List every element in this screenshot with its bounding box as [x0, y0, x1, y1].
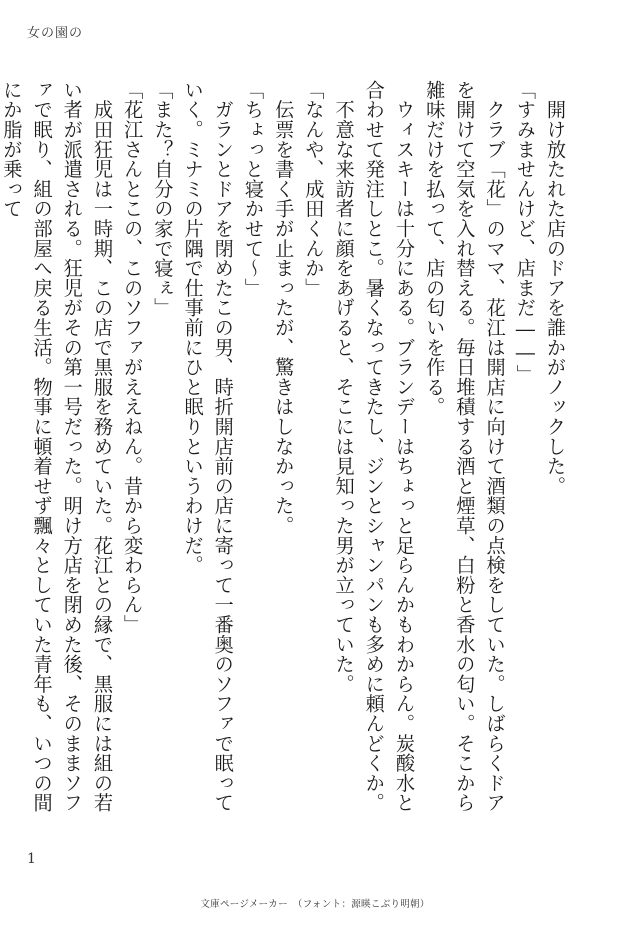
paragraph: クラブ「花」のママ、花江は開店に向けて酒類の点検をしていた。しばらくドアを開けて空気を入れ替える。毎日堆積する酒と煙草、白粉と香水の匂い。そこから雑味だけを払って、店の匂いを作る。 — [423, 80, 507, 813]
paragraph: 不意な来訪者に顔をあげると、そこには見知った男が立っていた。 — [332, 80, 356, 694]
paragraph: ガランとドアを閉めたこの男、時折開店前の店に寄って一番奥のソファで眠っていく。ミナミの片隅で仕事前にひと眠りというわけだ。 — [181, 80, 235, 813]
paragraph: 「なんや、成田くんか」 — [302, 80, 326, 298]
page-number: 1 — [27, 851, 36, 867]
paragraph: 「すみませんけど、店まだ――」 — [513, 80, 537, 385]
paragraph: 「ちょっと寝かせて〜」 — [241, 80, 265, 298]
paragraph: 伝票を書く手が止まったが、驚きはしなかった。 — [272, 80, 296, 536]
paragraph: 「花江さんとこの、このソファがええねん。昔から変わらん」 — [121, 80, 145, 635]
paragraph: 成田狂児は一時期、この店で黒服を務めていた。花江との縁で、黒服には組の若い者が派遣される。狂児がその第一号だった。明け方店を閉めた後、そのままソファで眠り、組の部屋へ戻る生活。物事に頓着せず飄々としていた青年も、いつの間にか脂が乗って — [0, 80, 114, 813]
paragraph: 「また？自分の家で寝ぇ」 — [151, 80, 175, 318]
paragraph: ウィスキーは十分にある。ブランデーはちょっと足らんかもわからん。炭酸水と合わせて発注しとこ。暑くなってきたし、ジンとシャンパンも多めに頼んどくか。 — [362, 80, 416, 813]
body-text — [0, 80, 570, 825]
page-header-title: 女の園の — [27, 26, 84, 41]
paragraph: 開け放たれた店のドアを誰かがノックした。 — [544, 80, 567, 496]
footer-credit: 文庫ページメーカー （フォント：源暎こぶり明朝） — [200, 899, 430, 910]
